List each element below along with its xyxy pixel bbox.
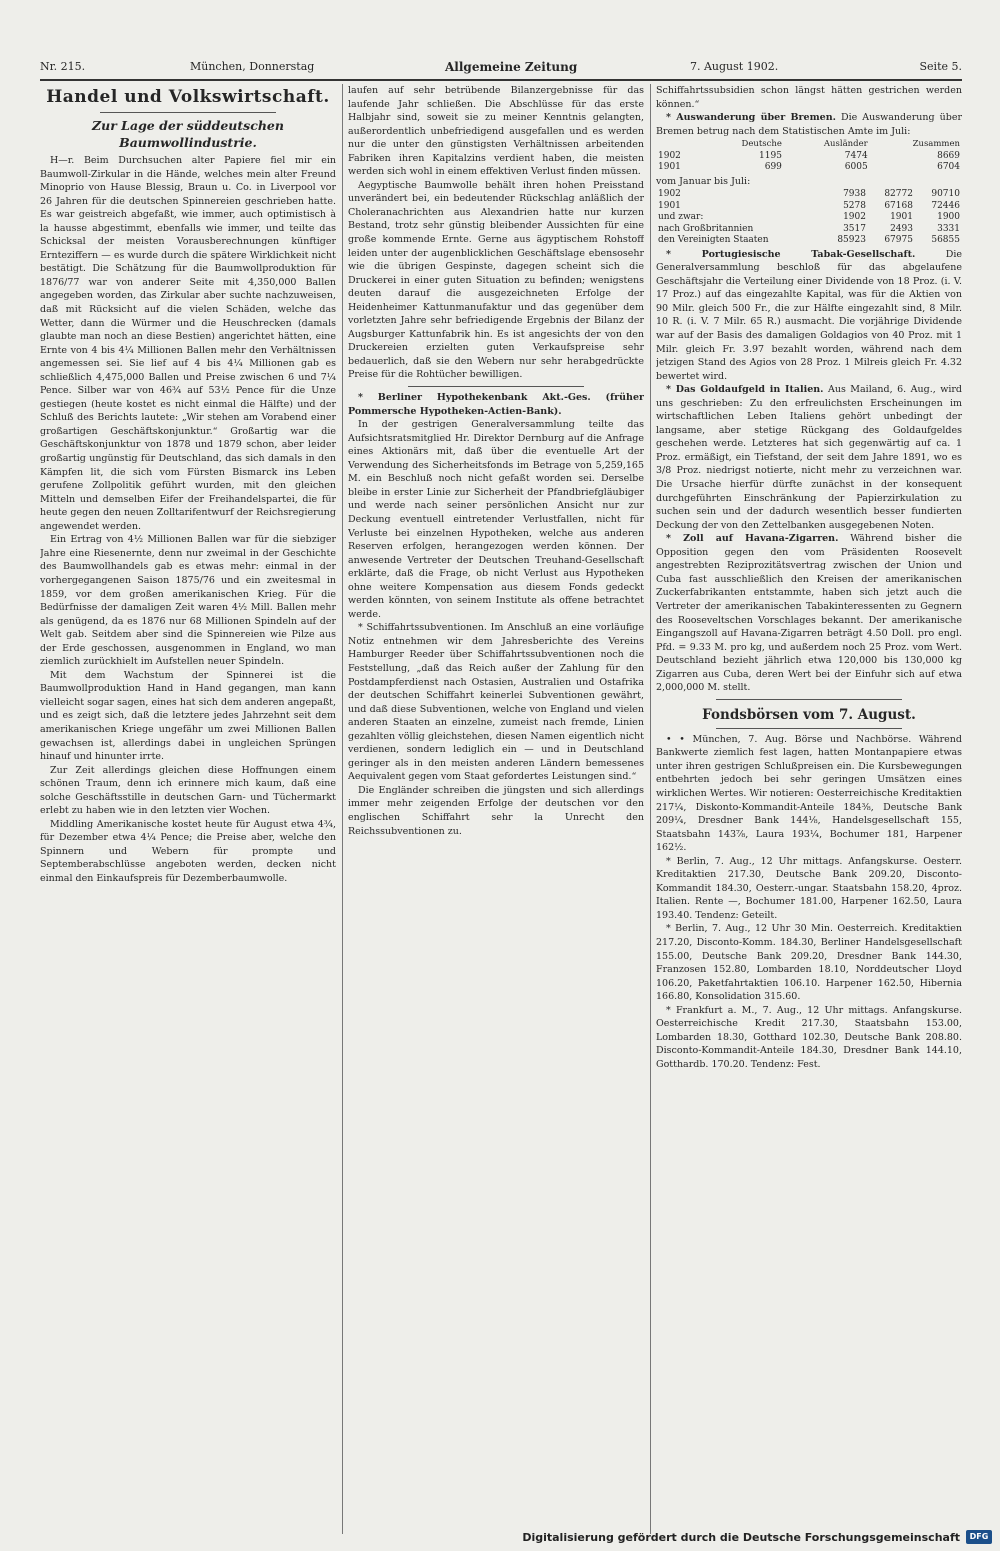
place-day: München, Donnerstag <box>190 60 315 73</box>
column-divider-1 <box>342 84 343 1534</box>
paper-name: Allgemeine Zeitung <box>445 60 578 74</box>
subhead-rule <box>716 699 902 700</box>
paragraph: In der gestrigen Generalversammlung teilte das Aufsichtsratsmitglied Hr. Direktor Dernburg auf die Anfrage eines Aktionärs mit, daß über die eventuelle Art der Verwendung des Sicherheitsfonds im Betrage von 5,259,165 M. ein Beschluß noch nicht gefaßt worden sei. Derselbe bleibe in erster Linie zur Sicherheit der Pfandbriefgläubiger und werde nach seiner persönlichen Ansicht nur zur Deckung eventuell eintretender Verlustfallen, nicht für Verluste bei einzelnen Hypotheken, welche aus anderen Reserven erfolgen, herangezogen werden können. Der anwesende Vertreter der Deutschen Treuhand-Gesellschaft erklärte, daß die Frage, ob nicht Verlust aus Hypotheken ohne weitere Kompensation aus diesem Fonds gedeckt werden könnten, von seinem Institute als offene betrachtet werde. <box>348 419 644 620</box>
table-row: den Vereinigten Staaten 85923 67975 56855 <box>658 235 960 246</box>
paragraph: laufen auf sehr betrübende Bilanzergebnisse für das laufende Jahr schließen. Die Abschlüsse für das erste Halbjahr sind, soweit sie zu meiner Kenntnis gelangten, außerordentlich unbefriedigend ausgefallen und es werden nur die unter den günstigsten Verhältnissen arbeitenden Fabriken ihren Kapitalzins verdient haben, die meisten werden sich wohl in einem effektiven Verlust finden müssen. <box>348 85 644 178</box>
article-rule <box>408 386 584 387</box>
news-item-text: Während bisher die Opposition gegen den vom Präsidenten Roosevelt angestrebten Reziprozitätsvertrag zwischen der Union und Cuba fast ausschließlich den Kreisen der amerikanischen Zuckerfabrikanten entstammte, haben sich jetzt auch die Vertreter der amerikanischen Tabakinteressenten zu Gegnern des Rooseveltschen Vorschlages bekannt. Der amerikanische Eingangszoll auf Havana-Zigarren beträgt 4.50 Doll. pro engl. Pfd. = 9.33 M. pro kg, und außerdem noch 25 Proz. vom Wert. Deutschland bezieht jährlich etwa 120,000 bis 130,000 kg Zigarren aus Cuba, deren Wert bei der Einfuhr sich auf etwa 2,000,000 M. stellt. <box>656 533 962 694</box>
paragraph: H—r. Beim Durchsuchen alter Papiere fiel mir ein Baumwoll-Zirkular in die Hände, welches mein alter Freund Minoprio von Hause Blessig, Braun u. Co. in Liverpool vor 26 Jahren für die deutschen Spinnereien geschrieben hatte. Es war geistreich abgefaßt, wie immer, auch optimistisch à la hausse abgestimmt, ebenfalls wie immer, und teilte das Schicksal der meisten Vorausberechnungen künftiger Ernteziffern — es wurde durch die spätere Wirklichkeit nicht bestätigt. Die Schätzung für die Baumwollproduktion für 1876/77 war von anderer Seite mit 4,350,000 Ballen angegeben worden, das Zirkular aber suchte nachzuweisen, daß mit Rücksicht auf die vielen Schäden, welche das Wetter, dann die Würmer und die Heuschrecken (damals glaubte man noch an diese Bestien) angerichtet hätten, eine Ernte von 4 bis 4¼ Millionen Ballen mehr den Verhältnissen angemessen sei. Sie lief auf 4 bis 4¼ Millionen gab es schließlich 4,475,000 Ballen und Preise zwischen 6 und 7¼ Pence. Silber war von 46¾ auf 53½ Pence für die Unze gestiegen (heute kostet es nicht einmal die Hälfte) und der Schluß des Berichts lautete: „Wir stehen am Vorabend einer großartigen Geschäftskonjunktur.“ Großartig war die Geschäftskonjunktur von 1878 und 1879 schon, aber leider großartig ungünstig für Deutschland, das sich damals in den Kämpfen lit, die sich vom Fürsten Bismarck ins Leben gerufene Zollpolitik geführt wurden, mit den gleichen Mitteln und demselben Eifer der Freihandelspartei, die für heute gegen den neuen Zolltarifentwurf der Reichsregierung angewendet werden. <box>40 155 336 532</box>
page-number: Seite 5. <box>919 60 962 73</box>
digitization-footer <box>0 1526 1000 1551</box>
column-2 <box>348 84 644 1484</box>
paragraph: Middling Amerikanische kostet heute für August etwa 4¾, für Dezember etwa 4¼ Pence; die Preise aber, welche den Spinnern und Webern für prompte und Septemberabschlüsse angeboten werden, decken nicht einmal den Einkaufspreis für Dezemberbaumwolle. <box>40 818 336 884</box>
paragraph: Aegyptische Baumwolle behält ihren hohen Preisstand unverändert bei, ein bedeutender Rückschlag anläßlich der Choleranachrichten aus Alexandrien hatte nur kurzen Bestand, trotz sehr günstig bleibender Aussichten für eine große kommende Ernte. Gerne aus ägyptischem Rohstoff leiden unter der augenblicklichen Geschäftslage ebensosehr wie die übrigen Gespinste, dagegen scheint sich die Druckerei in einer guten Situation zu befinden; wenigstens deuten darauf die ausgezeichneten Erfolge der Heidenheimer Kattunmanufaktur und das gegenüber dem vorletzten Jahre sehr befriedigende Ergebnis der Bilanz der Augsburger Kattunfabrik hin. Es ist angesichts der von den Druckereien erzielten guten Verkaufspreise sehr bedauerlich, daß sie den Webern nur sehr herabgedrückte Preise für die Rohtücher bewilligen. <box>348 179 644 381</box>
table-row: 1901 699 6005 6704 <box>658 162 960 173</box>
news-item-title: * Auswanderung über Bremen. <box>666 112 836 124</box>
section-title: Handel und Volkswirtschaft. <box>46 87 330 107</box>
news-item-text: Die Auswanderung über Bremen betrug nach dem Statistischen Amte im Juli: <box>656 112 962 137</box>
article-title: Zur Lage der süddeutschen Baumwollindustrie. <box>92 118 284 150</box>
news-item-title: * Zoll auf Havana-Zigarren. <box>666 533 839 545</box>
news-item-text: Aus Mailand, 6. Aug., wird uns geschrieben: Zu den erfreulichsten Erscheinungen im wirtschaftlichen Leben Italiens gehört unbedingt der langsame, aber stetige Rückgang des Goldaufgeldes geschehen werde. Letzteres hat sich gegenwärtig auf ca. 1 Proz. ermäßigt, ein Tiefstand, der seit dem Jahre 1891, wo es 3/8 Proz. niedrigst notierte, nicht mehr zu verzeichnen war. Die Ursache hierfür dürfte zunächst in der konsequent durchgeführten Einschränkung der Papierzirkulation zu suchen sein und der dadurch wesentlich besser fundierten Deckung der von den Zettelbanken ausgegebenen Noten. <box>656 384 962 531</box>
column-1 <box>40 84 336 1484</box>
issue-number: Nr. 215. <box>40 60 86 73</box>
footer-credit: Digitalisierung gefördert durch die Deutsche Forschungsgemeinschaft <box>522 1531 960 1544</box>
table-row: 1901 5278 67168 72446 <box>658 200 960 211</box>
news-item <box>656 248 962 383</box>
header-rule <box>40 79 962 81</box>
article-title: * Berliner Hypothekenbank Akt.-Ges. (früher Pommersche Hypotheken-Actien-Bank). <box>348 392 644 417</box>
paragraph: Ein Ertrag von 4½ Millionen Ballen war für die siebziger Jahre eine Riesenernte, denn nur zweimal in der Geschichte des Baumwollhandels gab es etwas mehr: einmal in der vorhergegangenen Saison 1875/76 und ein zweitesmal in 1859, vor dem großen amerikanischen Krieg. Für die Bedürfnisse der damaligen Zeit waren 4½ Mill. Ballen mehr als genügend, da es 1876 nur 68 Millionen Spindeln auf der Welt gab. Seitdem aber sind die Spinnereien wie Pilze aus der Erde geschossen, ausgenommen in England, wo man ziemlich zurückhielt im Aufstellen neuer Spindeln. <box>40 534 336 668</box>
market-subhead: Fondsbörsen vom 7. August. <box>702 706 916 723</box>
table-row: 1902 1195 7474 8669 <box>658 150 960 161</box>
emigration-table-jan-jul <box>656 189 962 247</box>
issue-date: 7. August 1902. <box>690 60 779 73</box>
paragraph: Schiffahrtssubsidien schon längst hätten gestrichen werden können.“ <box>656 85 962 110</box>
paragraph: * Schiffahrtssubventionen. Im Anschluß an eine vorläufige Notiz entnehmen wir dem Jahresberichte des Vereins Hamburger Reeder über Schiffahrtssubventionen noch die Feststellung, „daß das Reich außer der Zahlung für den Postdampferdienst nach Ostasien, Australien und Ostafrika der deutschen Schiffahrt keinerlei Subventionen gewährt, und daß diese Subventionen, welche von England und vielen anderen Staaten an einzelne, zumeist nach fremde, Linien gezahlten völlig gleichstehen, diesen Namen eigentlich nicht verdienen, sondern lediglich ein — und in Deutschland geringer als in den meisten anderen Ländern bemessenes Aequivalent gegen vom Staat gefordertes Leistungen sind.“ <box>348 622 644 783</box>
column-3 <box>656 84 962 1484</box>
column-divider-2 <box>650 84 651 1534</box>
emigration-table-july <box>656 139 962 174</box>
news-item <box>656 532 962 695</box>
dfg-logo: DFG <box>966 1530 992 1544</box>
paragraph: Die Engländer schreiben die jüngsten und sich allerdings immer mehr zeigenden Erfolge der deutschen vor den englischen Schiffahrt sehr la Unrecht den Reichssubventionen zu. <box>348 784 644 837</box>
table-row: und zwar: 1902 1901 1900 <box>658 212 960 223</box>
news-item <box>656 383 962 532</box>
market-report: * Frankfurt a. M., 7. Aug., 12 Uhr mittags. Anfangskurse. Oesterreichische Kredit 217.30, Staatsbahn 153.00, Lombarden 18.30, Gotthard 102.30, Deutsche Bank 208.80. Disconto-Kommandit-Anteile 184.30, Dresdner Bank 144.10, Gotthardb. 170.20. Tendenz: Fest. <box>656 1004 962 1070</box>
table-label: vom Januar bis Juli: <box>656 175 751 187</box>
table-header-row: Deutsche Ausländer Zusammen <box>741 139 960 150</box>
market-report: * Berlin, 7. Aug., 12 Uhr 30 Min. Oesterreich. Kreditaktien 217.20, Disconto-Komm. 184.30, Berliner Handelsgesellschaft 155.00, Deutsche Bank 209.20, Dresdner Bank 144.30, Franzosen 152.80, Lombarden 18.10, Norddeutscher Lloyd 106.20, Paketfahrtaktien 106.10. Harpener 162.50, Hibernia 166.80, Konsolidation 315.60. <box>656 923 962 1003</box>
news-item-title: * Portugiesische Tabak-Gesellschaft. <box>666 248 916 260</box>
market-report: • • München, 7. Aug. Börse und Nachbörse. Während Bankwerte ziemlich fest lagen, hatten Montanpapiere etwas unter ihren gestrigen Schlußpreisen ein. Die Kursbewegungen entbehrten jedoch bei sehr geringen Umsätzen eines wirklichen Wertes. Wir notieren: Oesterreichische Kreditaktien 217¼, Diskonto-Kommandit-Anteile 184⅜, Deutsche Bank 209¼, Dresdner Bank 144⅛, Handelsgesellschaft 155, Staatsbahn 143⅞, Laura 193¼, Bochumer 181, Harpener 162½. <box>656 733 962 854</box>
news-item <box>656 111 962 138</box>
market-report: * Berlin, 7. Aug., 12 Uhr mittags. Anfangskurse. Oesterr. Kreditaktien 217.30, Deutsche Bank 209.20, Disconto-Kommandit 184.30, Oesterr.-ungar. Staatsbahn 158.20, 4proz. Italien. Rente —, Bochumer 181.00, Harpener 162.50, Laura 193.40. Tendenz: Geteilt. <box>656 855 962 921</box>
paragraph: Mit dem Wachstum der Spinnerei ist die Baumwollproduktion Hand in Hand gegangen, man kann vielleicht sogar sagen, eines hat sich dem anderen angepaßt, und es zeigt sich, daß die letztere jedes Jahrzehnt seit dem amerikanischen Kriege ungefähr um zwei Millionen Ballen gewachsen ist, allerdings dabei in ungleichen Sprüngen hinauf und hinunter irrte. <box>40 669 336 763</box>
table-row: nach Großbritannien 3517 2493 3331 <box>658 223 960 234</box>
subhead-rule <box>716 728 902 729</box>
paragraph: Zur Zeit allerdings gleichen diese Hoffnungen einem schönen Traum, denn ich erinnere mich kaum, daß eine solche Geschäftsstille in deutschen Garn- und Tüchermarkt erlebt zu haben wie in den letzten vier Wochen. <box>40 764 336 817</box>
news-item-text: Die Generalversammlung beschloß für das abgelaufene Geschäftsjahr die Verteilung einer Dividende von 18 Proz. (i. V. 17 Proz.) auf das eingezahlte Kapital, was für die Aktien von 90 Milr. gleich 500 Fr., die zur Hälfte eingezahlt sind, 8 Milr. 10 R. (i. V. 7 Milr. 65 R.) ausmacht. Die vorjährige Dividende war auf der Basis des damaligen Goldagios von 40 Proz. mit 1 Milr. gleich Fr. 3.97 bezahlt worden, während nach dem jetzigen Stand des Agios von 28 Proz. 1 Milreis gleich Fr. 4.32 bewertet wird. <box>656 248 962 382</box>
table-row: 1902 7938 82772 90710 <box>658 189 960 200</box>
news-item-title: * Das Goldaufgeld in Italien. <box>666 384 824 396</box>
page-header <box>40 60 962 78</box>
title-rule <box>100 112 276 113</box>
